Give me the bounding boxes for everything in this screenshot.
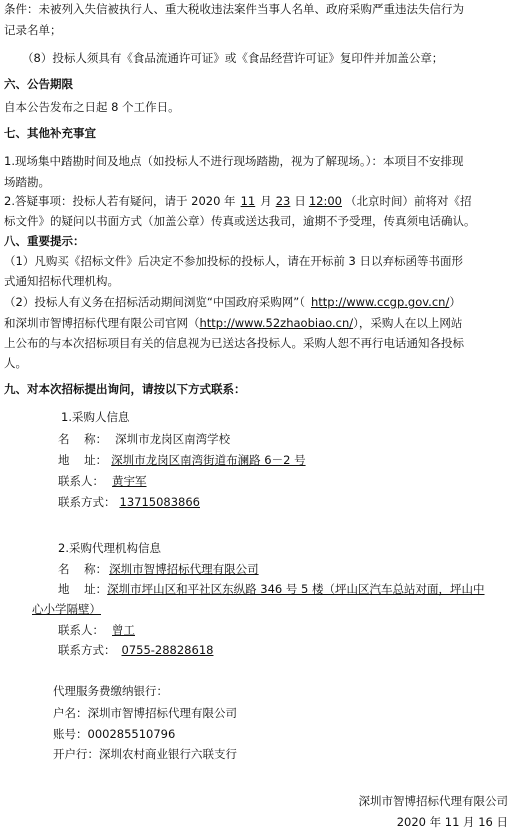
paragraph-line: 人。	[4, 356, 27, 370]
field-label: 联系人：	[58, 623, 104, 637]
bank-account-name-row	[53, 705, 237, 721]
agent-address-row	[58, 581, 485, 597]
field-value: 000285510796	[87, 727, 176, 741]
field-label: 地 址：	[58, 453, 108, 467]
paragraph-line: 记录名单；	[4, 23, 62, 37]
time-value: 12:00	[308, 194, 342, 208]
text-span: 和深圳市智博招标代理有限公司官网（	[4, 316, 200, 330]
paragraph-line: 上公布的与本次招标项目有关的信息视为已送达各投标人。采购人恕不再行电话通知各投标	[4, 336, 464, 350]
bank-account-no-row	[53, 726, 175, 742]
field-label: 账号：	[53, 727, 88, 741]
field-value: 深圳市龙岗区南湾街道布澜路 6－2 号	[111, 453, 306, 467]
agent-contact-row	[58, 622, 143, 638]
text-span: （2）投标人有义务在招标活动期间浏览“中国政府采购网”（	[4, 295, 305, 309]
paragraph-line: 场踏勘。	[4, 175, 50, 189]
paragraph-line	[4, 294, 461, 310]
ccgp-link[interactable]: http://www.ccgp.gov.cn/	[310, 295, 450, 309]
agent-name-row	[58, 561, 259, 577]
field-value: 心小学隔壁）	[32, 602, 101, 616]
section-heading: 九、对本次招标提出询问，请按以下方式联系：	[4, 382, 246, 396]
field-value: 深圳市智博招标代理有限公司	[87, 706, 237, 720]
footer-date: 2020 年 11 月 16 日	[396, 815, 508, 829]
bank-name-row	[53, 746, 237, 762]
text-span: ）	[449, 295, 461, 309]
paragraph-line	[4, 315, 462, 331]
text-span: 月	[260, 194, 272, 208]
field-value: 深圳农村商业银行六联支行	[99, 747, 237, 761]
field-value: 深圳市智博招标代理有限公司	[109, 562, 259, 576]
section-heading: 六、公告期限	[4, 77, 73, 91]
footer-company: 深圳市智博招标代理有限公司	[358, 794, 508, 808]
text-span: 日	[294, 194, 306, 208]
field-value: 曾工	[112, 623, 135, 637]
field-label: 联系方式：	[58, 643, 116, 657]
month-value: 11	[240, 194, 256, 208]
field-value: 13715083866	[119, 495, 200, 509]
bank-title: 代理服务费缴纳银行：	[53, 684, 168, 698]
paragraph-line	[4, 193, 472, 209]
field-label: 名 称：	[58, 432, 108, 446]
field-label: 地 址：	[58, 582, 108, 596]
buyer-contact-row	[58, 473, 155, 489]
field-label: 联系方式：	[58, 495, 116, 509]
paragraph-line: 条件：未被列入失信被执行人、重大税收违法案件当事人名单、政府采购严重违法失信行为	[4, 2, 464, 16]
text-span: （北京时间）前将对《招	[345, 194, 472, 208]
text-span: ），采购人在以上网站	[353, 316, 463, 330]
field-value: 黄宇军	[112, 474, 147, 488]
agent-info-title: 2.采购代理机构信息	[58, 541, 161, 555]
buyer-phone-row	[58, 494, 204, 510]
paragraph-line: 自本公告发布之日起 8 个工作日。	[4, 100, 180, 114]
field-label: 开户行：	[53, 747, 99, 761]
paragraph-line: （1）凡购买《招标文件》后决定不参加投标的投标人，请在开标前 3 日以弃标函等书面形	[4, 254, 463, 268]
field-value: 深圳市龙岗区南湾学校	[115, 432, 231, 446]
buyer-info-title: 1.采购人信息	[61, 410, 130, 424]
day-value: 23	[275, 194, 291, 208]
company-site-link[interactable]: http://www.52zhaobiao.cn/	[199, 316, 354, 330]
paragraph-line: 式通知招标代理机构。	[4, 274, 119, 288]
field-label: 名 称：	[58, 562, 108, 576]
paragraph-line: 标文件》的疑问以书面方式（加盖公章）传真或送达我司，逾期不予受理，传真须电话确认。	[4, 214, 476, 228]
field-value: 深圳市坪山区和平社区东纵路 346 号 5 楼（坪山区汽车总站对面，坪山中	[107, 582, 485, 596]
paragraph-line: （8）投标人须具有《食品流通许可证》或《食品经营许可证》复印件并加盖公章；	[22, 51, 444, 65]
agent-address-cont	[32, 601, 107, 617]
section-heading: 七、其他补充事宜	[4, 126, 96, 140]
buyer-name-row	[58, 431, 230, 447]
agent-phone-row	[58, 642, 219, 658]
text-span: 2.答疑事项：投标人若有疑问，请于 2020 年	[4, 194, 236, 208]
field-value: 0755-28828618	[121, 643, 214, 657]
section-heading: 八、重要提示：	[4, 234, 85, 248]
field-label: 联系人：	[58, 474, 104, 488]
field-label: 户名：	[53, 706, 88, 720]
buyer-address-row	[58, 452, 310, 468]
paragraph-line: 1.现场集中踏勘时间及地点（如投标人不进行现场踏勘，视为了解现场。）：本项目不安排现	[4, 154, 464, 168]
